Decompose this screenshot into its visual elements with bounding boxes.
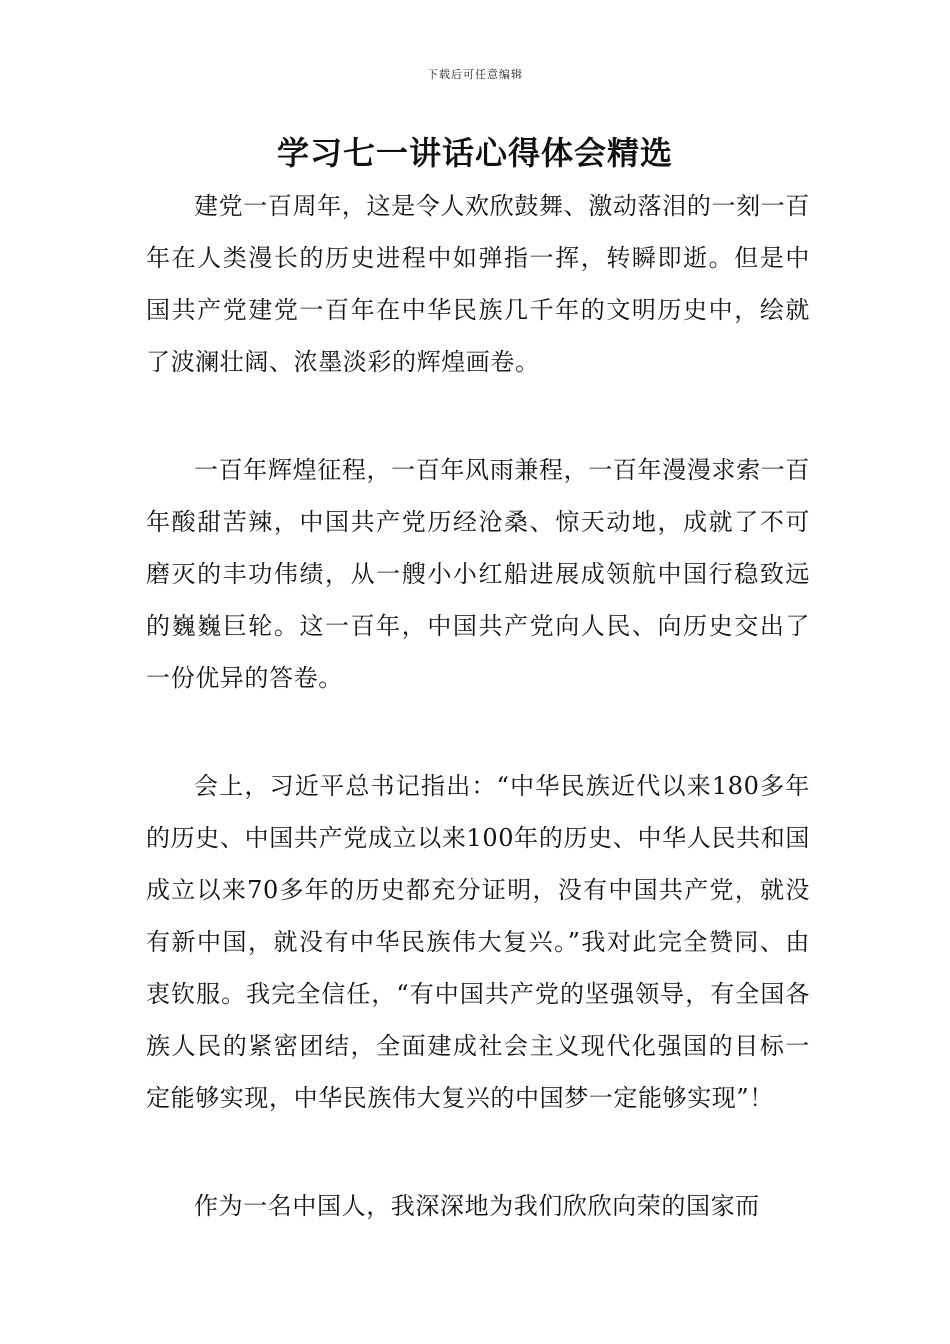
paragraph-1: 建党一百周年，这是令人欢欣鼓舞、激动落泪的一刻一百年在人类漫长的历史进程中如弹指一挥，转瞬即逝。但是中国共产党建党一百年在中华民族几千年的文明历史中，绘就了波澜壮阔、浓墨淡彩的辉煌画卷。 (146, 192, 810, 376)
header-note: 下载后可任意编辑 (427, 68, 523, 81)
paragraph-2: 一百年辉煌征程，一百年风雨兼程，一百年漫漫求索一百年酸甜苦辣，中国共产党历经沧桑、惊天动地，成就了不可磨灭的丰功伟绩，从一艘小小红船进展成领航中国行稳致远的巍巍巨轮。这一百年，中国共产党向人民、向历史交出了一份优异的答卷。 (146, 456, 810, 692)
document-body (146, 180, 810, 1288)
paragraph-4: 作为一名中国人，我深深地为我们欣欣向荣的国家而 (194, 1192, 760, 1220)
document-title: 学习七一讲话心得体会精选 (276, 134, 673, 172)
paragraph-3: 会上，习近平总书记指出：“中华民族近代以来180多年的历史、中国共产党成立以来100年的历史、中华人民共和国成立以来70多年的历史都充分证明，没有中国共产党，就没有新中国，就没有中华民族伟大复兴。”我对此完全赞同、由衷钦服。我完全信任，“有中国共产党的坚强领导，有全国各族人民的紧密团结，全面建成社会主义现代化强国的目标一定能够实现，中华民族伟大复兴的中国梦一定能够实现”！ (146, 772, 810, 1112)
